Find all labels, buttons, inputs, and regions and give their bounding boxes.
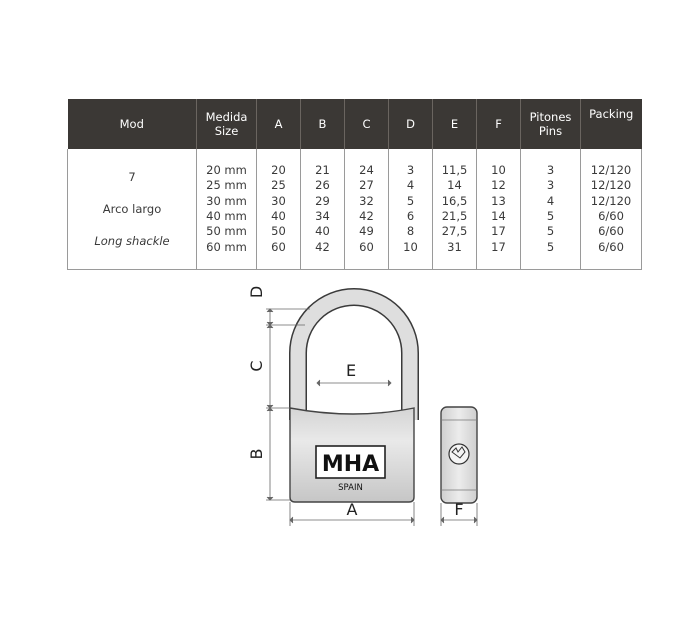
table-cell: 4	[406, 178, 415, 193]
padlock-side-view	[441, 407, 477, 503]
header-packing: Packing	[581, 99, 642, 149]
model-number: 7	[128, 170, 136, 184]
table-cell: 6/60	[598, 209, 624, 223]
table-cell: 30 mm	[206, 193, 247, 208]
header-mod: Mod	[68, 99, 197, 149]
table-cell: 20 mm	[206, 163, 247, 178]
table-cell: 12/120	[590, 193, 632, 208]
header-f: F	[477, 99, 521, 149]
dimension-label-b: B	[247, 448, 266, 460]
header-pins: Pitones Pins	[521, 99, 581, 149]
table-cell: 34	[315, 209, 330, 223]
table-cell: 12	[491, 178, 506, 193]
table-cell: 60	[271, 239, 286, 254]
table-cell: 21	[315, 163, 330, 178]
table-cell: 27	[359, 178, 374, 193]
dimension-label-d: D	[247, 285, 266, 299]
table-cell: 42	[359, 209, 374, 223]
table-cell: 40	[315, 224, 330, 239]
table-cell: 60 mm	[206, 239, 247, 254]
table-cell: 30	[271, 193, 286, 208]
keyhole-icon	[449, 444, 469, 464]
table-cell: 49	[359, 224, 374, 239]
table-cell: 10	[403, 239, 418, 254]
header-d: D	[389, 99, 433, 149]
header-size: Medida Size	[197, 99, 257, 149]
table-cell: 42	[315, 239, 330, 254]
brand-text: MHA	[321, 452, 380, 477]
table-cell: 25 mm	[206, 178, 247, 193]
model-name-es: Arco largo	[102, 202, 162, 216]
table-cell: 17	[491, 239, 506, 254]
table-cell: 12/120	[590, 178, 632, 193]
table-cell: 3	[546, 163, 555, 178]
table-cell: 11,5	[441, 163, 468, 178]
table-cell: 8	[406, 224, 415, 239]
header-a: A	[257, 99, 301, 149]
header-c: C	[345, 99, 389, 149]
table-cell: 14	[447, 178, 462, 193]
table-cell: 6/60	[598, 239, 624, 254]
table-cell: 12/120	[590, 163, 632, 178]
dimension-label-f: F	[454, 500, 464, 519]
table-cell: 32	[359, 193, 374, 208]
table-cell: 31	[447, 239, 462, 254]
table-cell: 25	[271, 178, 286, 193]
table-cell: 29	[315, 193, 330, 208]
dimension-label-a: A	[346, 500, 358, 519]
table-cell: 6	[406, 209, 415, 223]
table-cell: 14	[491, 209, 506, 223]
dimension-label-c: C	[247, 360, 266, 372]
table-cell: 21,5	[441, 209, 468, 223]
shackle	[298, 297, 410, 420]
table-cell: 50	[271, 224, 286, 239]
table-cell: 40 mm	[206, 209, 247, 223]
table-cell: 13	[491, 193, 506, 208]
header-e: E	[433, 99, 477, 149]
table-cell: 3	[406, 163, 415, 178]
table-cell: 5	[546, 209, 555, 223]
table-cell: 40	[271, 209, 286, 223]
table-cell: 17	[491, 224, 506, 239]
table-cell: 10	[491, 163, 506, 178]
header-b: B	[301, 99, 345, 149]
table-cell: 50 mm	[206, 224, 247, 239]
table-cell: 16,5	[441, 193, 468, 208]
table-cell: 24	[359, 163, 374, 178]
table-cell: 6/60	[598, 224, 624, 239]
origin-text: SPAIN	[338, 483, 363, 493]
table-cell: 3	[546, 178, 555, 193]
padlock-body	[290, 408, 414, 502]
table-cell: 26	[315, 178, 330, 193]
table-cell: 60	[359, 239, 374, 254]
table-cell: 5	[546, 224, 555, 239]
table-cell: 5	[406, 193, 415, 208]
table-cell: 20	[271, 163, 286, 178]
table-cell: 4	[546, 193, 555, 208]
model-name-en: Long shackle	[94, 234, 170, 248]
table-cell: 27,5	[441, 224, 468, 239]
table-cell: 5	[546, 239, 555, 254]
dimension-label-e: E	[345, 361, 357, 380]
